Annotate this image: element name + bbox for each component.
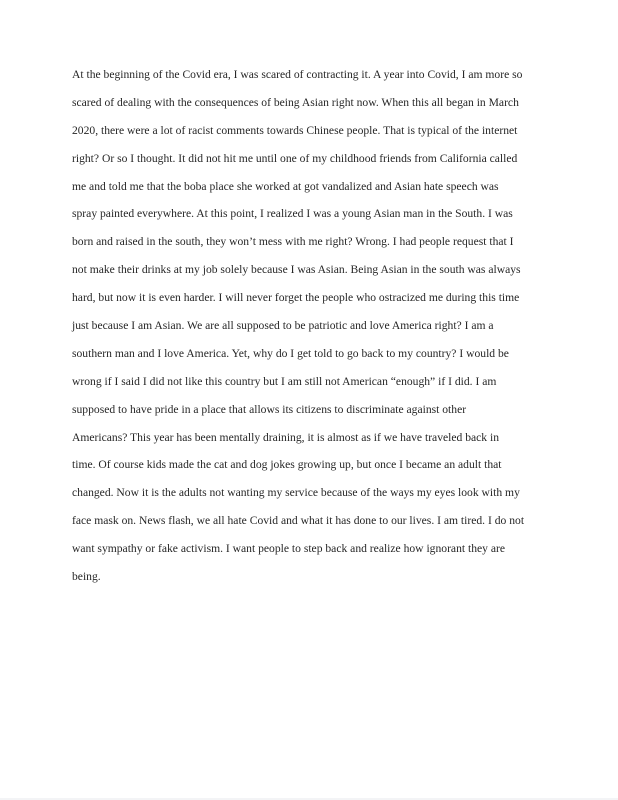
essay-line: just because I am Asian. We are all supposed to be patriotic and love America right? I am a [72,319,494,333]
essay-line: face mask on. News flash, we all hate Covid and what it has done to our lives. I am tired. I do not [72,514,525,528]
essay-line: At the beginning of the Covid era, I was scared of contracting it. A year into Covid, I am more so [72,68,523,81]
essay-line: want sympathy or fake activism. I want people to step back and realize how ignorant they are [72,542,506,556]
essay-line: born and raised in the south, they won’t mess with me right? Wrong. I had people request that I [72,235,514,249]
essay-line: me and told me that the boba place she worked at got vandalized and Asian hate speech was [72,179,499,193]
essay-line: time. Of course kids made the cat and dog jokes growing up, but once I became an adult that [72,458,502,472]
essay-line: wrong if I said I did not like this country but I am still not American “enough” if I did. I am [72,374,497,388]
essay-line: Americans? This year has been mentally draining, it is almost as if we have traveled back in [72,430,500,444]
essay-line: being. [72,570,101,584]
essay-line: scared of dealing with the consequences of being Asian right now. When this all began in March [72,95,519,109]
essay-line: hard, but now it is even harder. I will never forget the people who ostracized me during this time [72,291,520,305]
essay-line: spray painted everywhere. At this point, I realized I was a young Asian man in the South. I was [72,207,513,221]
essay-line: changed. Now it is the adults not wanting my service because of the ways my eyes look with my [72,486,520,500]
essay-line: southern man and I love America. Yet, why do I get told to go back to my country? I would be [72,346,509,360]
essay-paragraph [72,61,558,591]
essay-line: supposed to have pride in a place that allows its citizens to discriminate against other [72,402,467,416]
essay-line: not make their drinks at my job solely because I was Asian. Being Asian in the south was always [72,263,521,277]
essay-line: right? Or so I thought. It did not hit me until one of my childhood friends from California called [72,151,518,165]
essay-line: 2020, there were a lot of racist comments towards Chinese people. That is typical of the internet [72,123,518,137]
